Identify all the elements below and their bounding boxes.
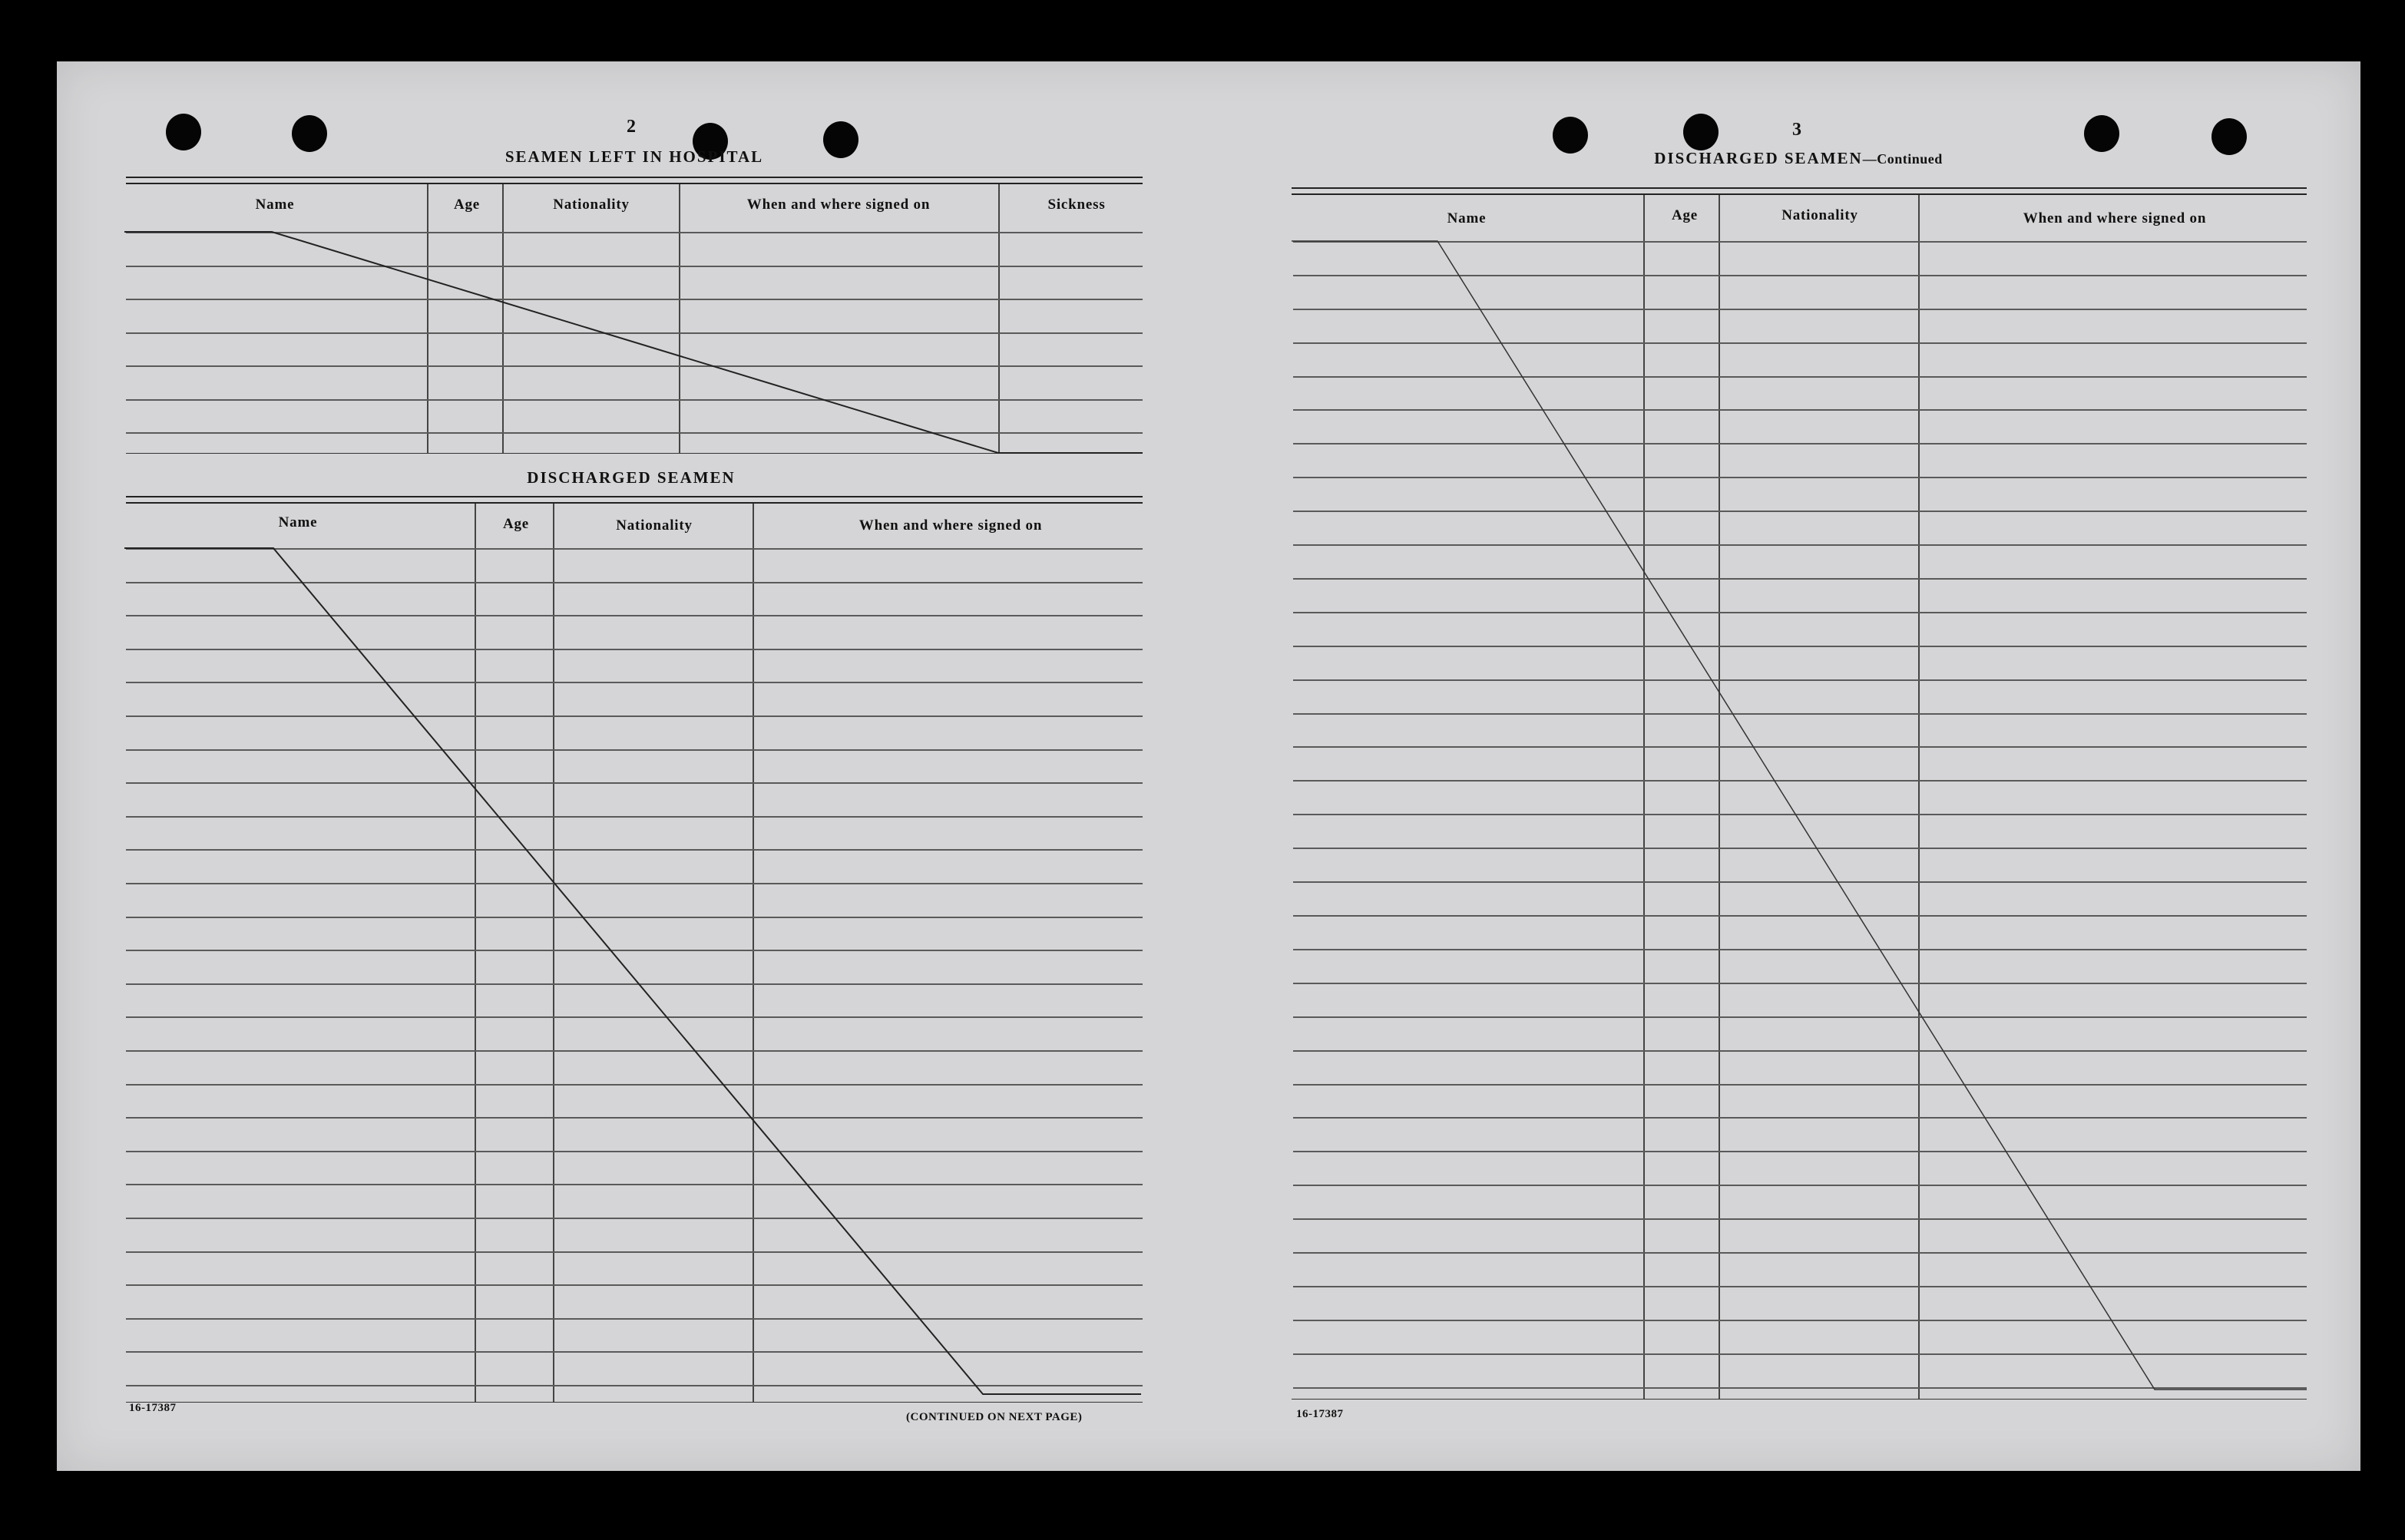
form-number-left: 16-17387 [129, 1402, 177, 1414]
form-number-right: 16-17387 [1296, 1408, 1344, 1420]
right-col-name: Name [1447, 210, 1487, 226]
section-title-suffix: —Continued [1862, 151, 1943, 167]
discharged-col-age: Age [502, 516, 530, 532]
right-col-signed-on: When and where signed on [2023, 210, 2207, 226]
right-col-nationality: Nationality [1781, 207, 1858, 223]
page-number-left: 2 [627, 117, 636, 137]
discharged-col-nationality: Nationality [616, 517, 693, 534]
right-cancel-stroke [1292, 241, 2307, 1390]
hospital-col-signed-on: When and where signed on [746, 197, 931, 213]
discharged-cancel-stroke [124, 548, 1141, 1394]
right-col-age: Age [1671, 207, 1699, 223]
hospital-cancel-stroke [124, 232, 1143, 453]
continued-note: (CONTINUED ON NEXT PAGE) [906, 1411, 1083, 1423]
section-title-discharged: DISCHARGED SEAMEN [527, 468, 736, 487]
hospital-col-nationality: Nationality [553, 197, 630, 213]
section-title-hospital: SEAMEN LEFT IN HOSPITAL [504, 147, 764, 166]
hospital-col-age: Age [453, 197, 481, 213]
section-title-text: DISCHARGED SEAMEN [1654, 149, 1863, 167]
discharged-col-name: Name [278, 514, 318, 530]
page-number-right: 3 [1792, 120, 1801, 140]
hospital-col-name: Name [255, 197, 295, 213]
discharged-col-signed-on: When and where signed on [858, 517, 1043, 534]
hospital-col-sickness: Sickness [1047, 197, 1106, 213]
